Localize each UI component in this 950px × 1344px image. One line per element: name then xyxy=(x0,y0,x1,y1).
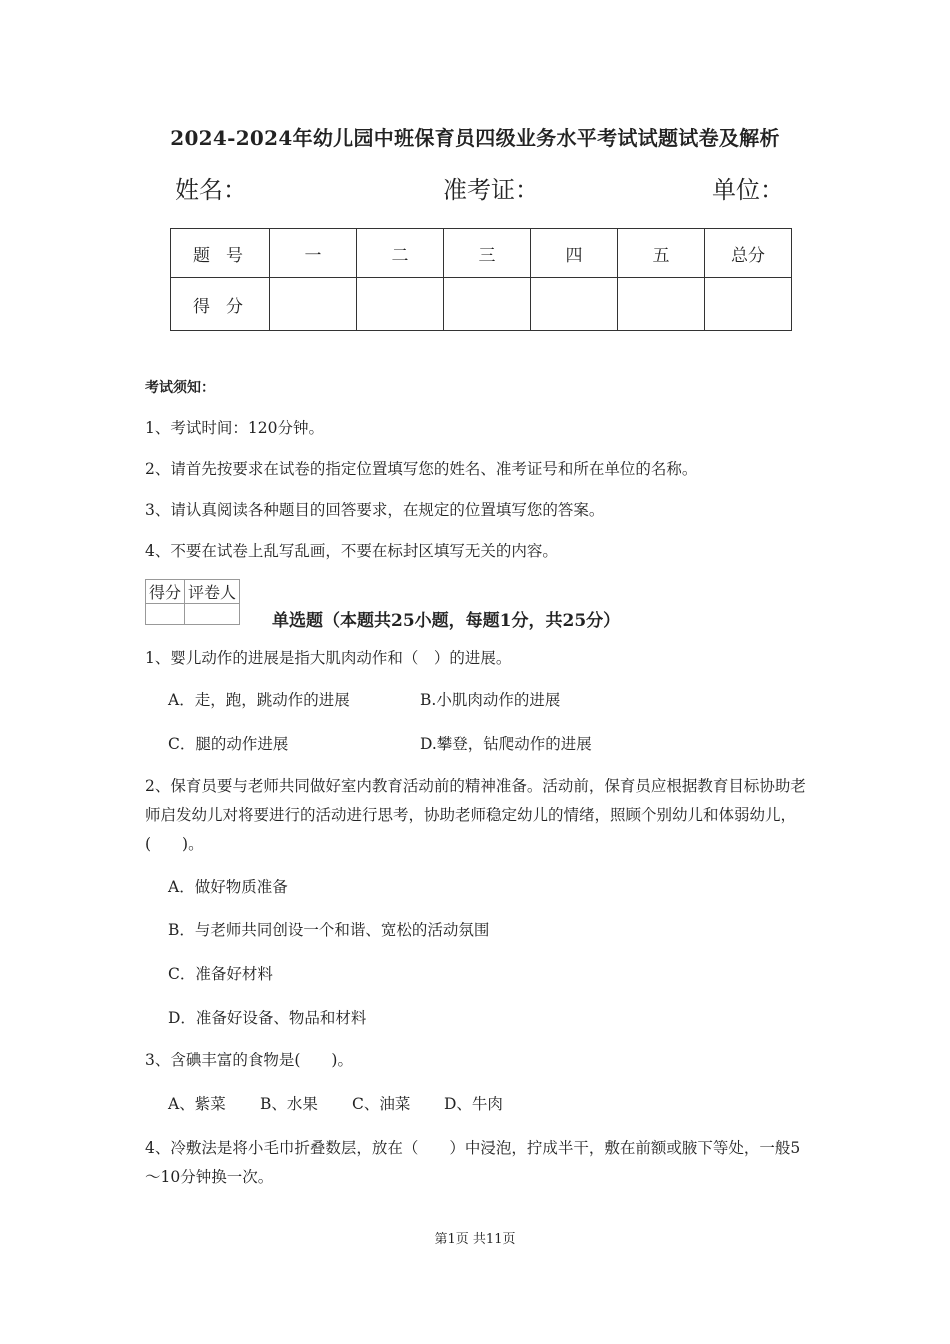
option-c: C、油菜 xyxy=(352,1095,411,1113)
option-d: D.攀登，钻爬动作的进展 xyxy=(420,735,592,753)
score-cell[interactable] xyxy=(444,278,531,331)
score-cell[interactable] xyxy=(618,278,705,331)
notice-item: 1、考试时间：120分钟。 xyxy=(145,419,324,437)
score-header-cell: 题号 xyxy=(171,229,270,278)
score-cell[interactable] xyxy=(270,278,357,331)
grader-score-label: 得分 xyxy=(146,580,185,604)
score-cell[interactable] xyxy=(357,278,444,331)
score-header-cell: 三 xyxy=(444,229,531,278)
option-b: B、水果 xyxy=(260,1095,318,1113)
score-header-cell: 五 xyxy=(618,229,705,278)
grader-box xyxy=(145,579,240,625)
grader-name-cell[interactable] xyxy=(185,604,240,625)
score-header-cell: 四 xyxy=(531,229,618,278)
grader-name-label: 评卷人 xyxy=(185,580,240,604)
question-stem: 2、保育员要与老师共同做好室内教育活动前的精神准备。活动前，保育员应根据教育目标协助老师启发幼儿对将要进行的活动进行思考，协助老师稳定幼儿的情绪，照顾个别幼儿和体弱幼儿，( )。 xyxy=(145,777,806,853)
score-table-header-row xyxy=(171,229,792,278)
grader-score-cell[interactable] xyxy=(146,604,185,625)
score-header-cell: 一 xyxy=(270,229,357,278)
exam-id-label: 准考证： xyxy=(443,176,539,204)
score-table xyxy=(170,228,792,331)
question-stem: 1、婴儿动作的进展是指大肌肉动作和（ ）的进展。 xyxy=(145,649,512,667)
page-footer: 第1页 共11页 xyxy=(434,1232,516,1247)
option-a: A．走，跑，跳动作的进展 xyxy=(168,691,350,709)
name-label: 姓名： xyxy=(175,176,247,204)
unit-label: 单位： xyxy=(712,176,784,204)
option-d: D．准备好设备、物品和材料 xyxy=(168,1009,367,1027)
option-b: B．与老师共同创设一个和谐、宽松的活动氛围 xyxy=(168,921,490,939)
option-a: A．做好物质准备 xyxy=(168,878,288,896)
score-header-cell: 二 xyxy=(357,229,444,278)
question-stem: 4、冷敷法是将小毛巾折叠数层，放在（ ）中浸泡，拧成半干，敷在前额或腋下等处，一般5～10分钟换一次。 xyxy=(145,1139,801,1186)
score-header-cell: 总分 xyxy=(705,229,792,278)
option-c: C．腿的动作进展 xyxy=(168,735,289,753)
option-c: C．准备好材料 xyxy=(168,965,273,983)
notice-heading: 考试须知： xyxy=(145,380,215,396)
option-b: B.小肌肉动作的进展 xyxy=(420,691,561,709)
page-title: 2024-2024年幼儿园中班保育员四级业务水平考试试题试卷及解析 xyxy=(170,126,780,150)
notice-item: 4、不要在试卷上乱写乱画，不要在标封区填写无关的内容。 xyxy=(145,542,558,560)
score-cell[interactable] xyxy=(531,278,618,331)
section-title: 单选题（本题共25小题，每题1分，共25分） xyxy=(272,611,621,631)
option-a: A、紫菜 xyxy=(168,1095,226,1113)
option-d: D、牛肉 xyxy=(444,1095,503,1113)
score-row-label: 得分 xyxy=(171,278,270,331)
score-cell[interactable] xyxy=(705,278,792,331)
notice-item: 2、请首先按要求在试卷的指定位置填写您的姓名、准考证号和所在单位的名称。 xyxy=(145,460,698,478)
score-table-score-row xyxy=(171,278,792,331)
notice-item: 3、请认真阅读各种题目的回答要求，在规定的位置填写您的答案。 xyxy=(145,501,605,519)
question-stem: 3、含碘丰富的食物是( )。 xyxy=(145,1051,353,1069)
